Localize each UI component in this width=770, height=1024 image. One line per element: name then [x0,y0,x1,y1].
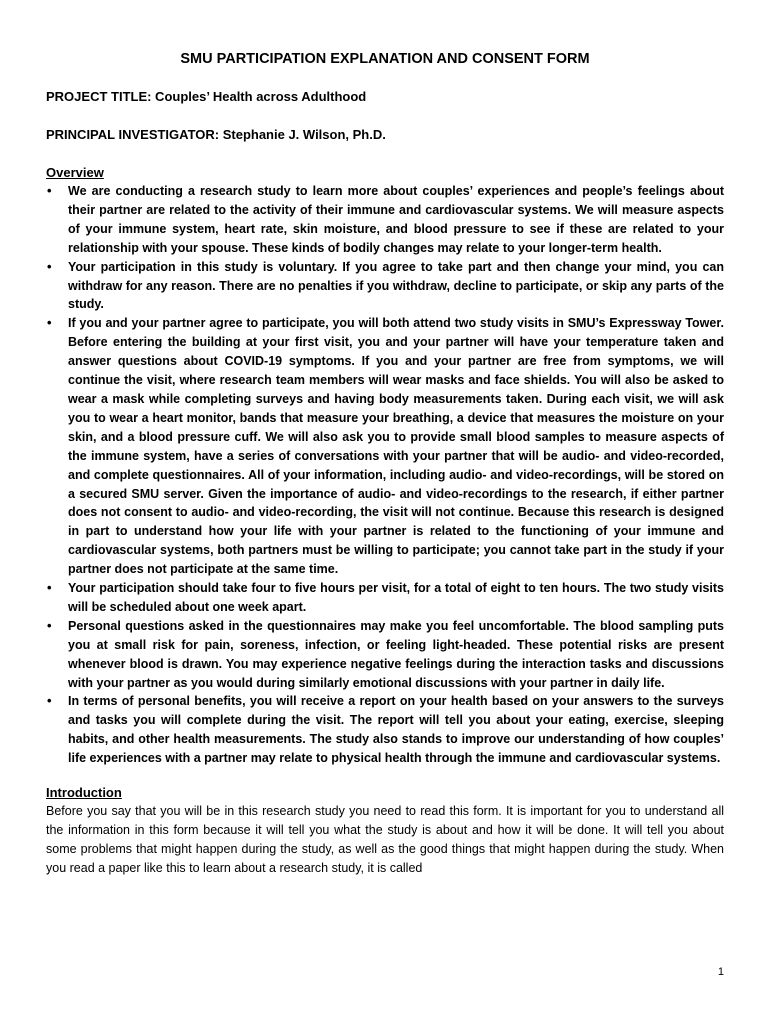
bullet-icon: • [47,183,52,198]
bullet-icon: • [47,315,52,331]
bullet-icon: • [47,617,52,633]
overview-bullet-text: Personal questions asked in the questionnaires may make you feel uncomfortable. The blood sampling puts you at small risk for pain, soreness, infection, or feeling light-headed. These potential risks are present whenever blood is drawn. You may experience negative feelings during the interaction tasks and discussions with your partner as you would during similarly emotional discussions with your partner in daily life. [68,618,724,690]
consent-form-page [46,50,724,878]
overview-bullet [46,258,724,315]
overview-bullet-text: We are conducting a research study to learn more about couples’ experiences and people’s feelings about their partner are related to the activity of their immune and cardiovascular systems. We will measure aspects of your immune system, heart rate, skin moisture, and blood pressure to see if these are related to your relationship with your spouse. These kinds of bodily changes may relate to your longer-term health. [68,184,724,255]
overview-bullet [46,314,724,579]
overview-bullet [46,617,724,693]
bullet-icon: • [47,258,52,274]
overview-heading: Overview [46,165,104,180]
overview-bullet [46,692,724,768]
section-spacer [46,768,724,784]
bullet-icon: • [47,580,52,596]
overview-bullet-text: In terms of personal benefits, you will receive a report on your health based on your answers to the surveys and tasks you will complete during the visit. The report will tell you about your eating, exercise, sleeping habits, and other health measurements. The study also stands to improve our understanding of how couples’ life experiences with a partner may relate to physical health through the immune and cardiovascular systems. [68,694,724,766]
overview-bullet-text: If you and your partner agree to participate, you will both attend two study visits in SMU’s Expressway Tower. Before entering the building at your first visit, you and your partner will have your temperature taken and answer questions about COVID-19 symptoms. If you and your partner are free from symptoms, we will continue the visit, where research team members will wear masks and face shields. You will also be asked to wear a mask while completing surveys and having body measurements taken. During each visit, we will ask you to wear a heart monitor, bands that measure your breathing, a device that measures the moisture on your skin, and a blood pressure cuff. We will also ask you to provide small blood samples to measure aspects of the immune system, have a series of conversations with your partner that will be audio- and video-recorded, and complete questionnaires. All of your information, including audio- and video-recordings, will be stored on a secured SMU server. Given the importance of audio- and video-recordings to the research, if either partner does not consent to audio- and video-recording, the visit will not continue. Because this research is designed in part to understand how your life with your partner is related to the functioning of your immune and cardiovascular systems, both partners must be willing to participate; you cannot take part in the study if your partner does not participate at the same time. [68,316,724,577]
introduction-heading: Introduction [46,785,122,801]
principal-investigator: PRINCIPAL INVESTIGATOR: Stephanie J. Wilson, Ph.D. [46,127,386,142]
page-number: 1 [717,966,724,978]
document-title: SMU PARTICIPATION EXPLANATION AND CONSENT FORM [180,51,590,67]
overview-bullet [46,579,724,617]
project-title: PROJECT TITLE: Couples’ Health across Adulthood [46,89,367,104]
introduction-paragraph: Before you say that you will be in this research study you need to read this form. It is important for you to understand all the information in this form because it will tell you what the study is about and how it will be done. It will tell you about some problems that might happen during the study, as well as the good things that might happen during the study. When you read a paper like this to learn about a research study, it is called [46,804,724,875]
bullet-icon: • [47,693,52,709]
overview-bullet-text: Your participation in this study is voluntary. If you agree to take part and then change your mind, you can withdraw for any reason. There are no penalties if you withdraw, decline to participate, or skip any parts of the study. [68,259,724,312]
overview-bullet-text: Your participation should take four to five hours per visit, for a total of eight to ten hours. The two study visits will be scheduled about one week apart. [68,581,724,614]
overview-bullet-list [46,182,724,768]
overview-bullet [46,182,724,258]
